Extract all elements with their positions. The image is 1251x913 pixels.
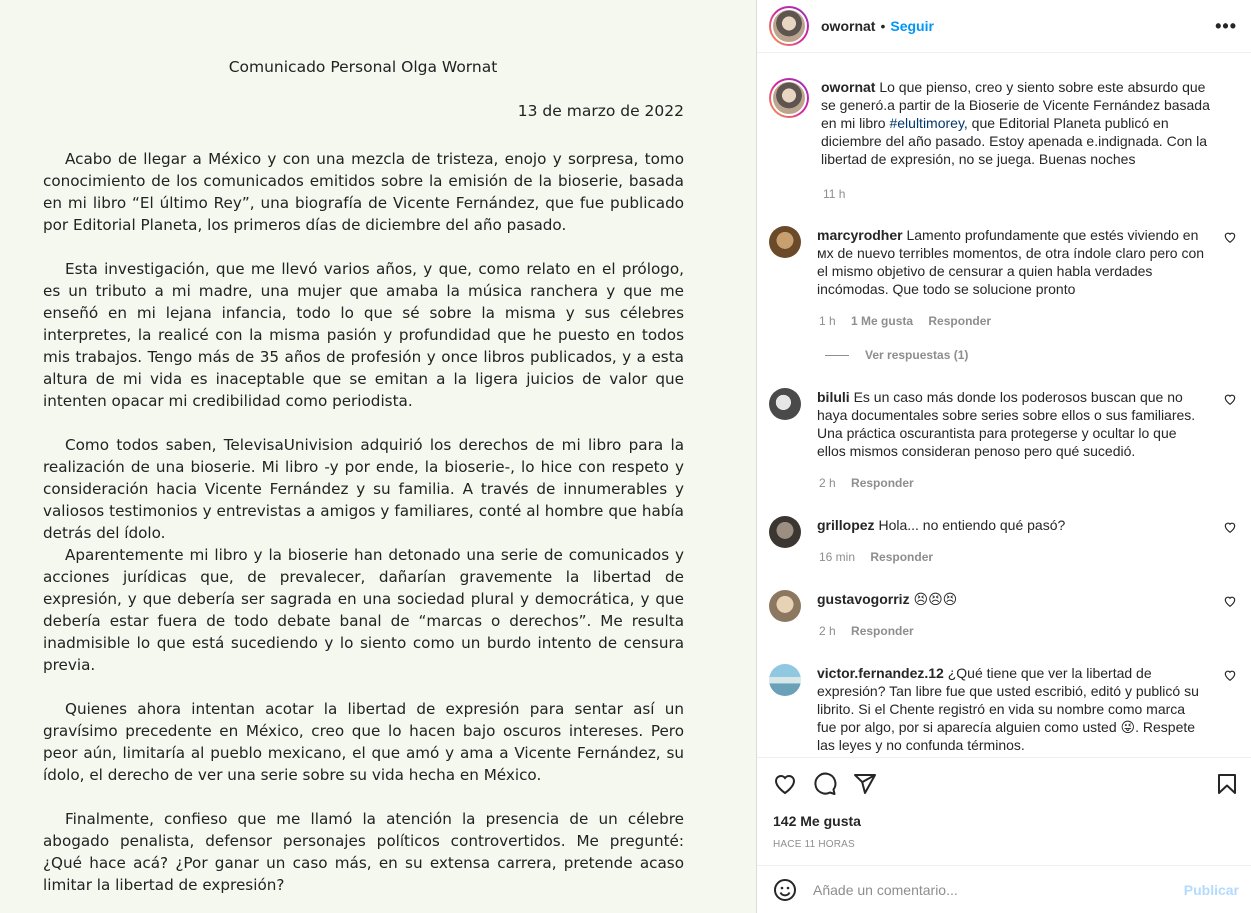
comment-text: ¿Qué tiene que ver la libertad de expresión? Tan libre fue que usted escribió, editó y publicó su librito. Si el Chente registró en vida su nombre como marca fue por algo, por si aparecía alguien como usted 😜. Respete las leyes y no confunda términos. [817,665,1199,753]
caption-text: Lo que pienso, creo y siento sobre este absurdo que se generó.a partir de la Bioserie de Vicente Fernández basada en mi libro [821,79,1210,131]
comment-username[interactable]: gustavogorriz [817,591,910,607]
comment-username[interactable]: biluli [817,389,850,405]
comment-meta [819,314,1003,328]
comment-text: Es un caso más donde los poderosos buscan que no haya documentales sobre series sobre ellos o sus familiares. Una práctica oscurantista para protegerse y ocultar lo que ellos mismos consideran penoso pero qué sucedió. [817,389,1196,459]
view-replies-label: Ver respuestas (1) [865,348,969,362]
comment-meta [819,624,926,638]
document-paragraph: Aparentemente mi libro y la bioserie han detonado una serie de comunicados y acciones jurídicas que, de prevalecer, dañarían gravemente la libertad de expresión, y que debería ser sagrada en una sociedad plural y democrática, y que debería estar fuera de todo debate banal de “marcas o derechos”. Me resulta inadmisible lo que está sucediendo y lo siento como un burdo intento de censura previa. [43,546,684,674]
post-timestamp: HACE 11 HORAS [773,839,855,850]
like-heart-icon[interactable] [773,772,797,796]
caption-meta [823,187,857,201]
list-item [769,388,1237,460]
separator-dot: • [880,18,886,34]
comment-text: Hola... no entiendo qué pasó? [878,517,1066,533]
caption-text: , que Editorial Planeta publicó en diciembre del año pasado. Estoy apenada e.indignada. Con la libertad de expresión, no se juega. Buenas noches [821,115,1208,167]
comment-text: Lamento profundamente que estés viviendo en ᴍx de nuevo terribles momentos, de otra índole claro pero con el mismo objetivo de censurar a quien habla verdades incómodas. Que todo se solucione pronto [817,227,1205,297]
avatar[interactable] [769,516,801,548]
comment-time: 1 h [819,314,836,328]
comment-likes[interactable]: 1 Me gusta [851,314,914,328]
document-paragraph: Esta investigación, que me llevó varios años, y que, como relato en el prólogo, es un tributo a mi madre, una mujer que amaba la música ranchera y que me enseñó en mi lejana infancia, todo lo que sé sobre la misma y sus célebres interpretes, la realicé con la misma pasión y profundidad que he puesto en todos mis trabajos. Tengo más de 35 años de profesión y once libros publicados, y a esta altura de mi vida es inaceptable que se emitan a la ligera juicios de valor que intenten opacar mi credibilidad como periodista. [43,260,684,410]
comment-meta [819,550,945,564]
avatar[interactable] [769,590,801,622]
comment-text: 😣😣😣 [913,591,958,607]
post-sidebar [756,0,1251,913]
heart-icon[interactable] [1223,668,1237,682]
comment-time: 2 h [819,624,836,638]
caption-time: 11 h [823,187,846,201]
add-comment-bar [757,865,1251,913]
likes-count[interactable]: 142 Me gusta [773,813,861,829]
document-body [43,148,684,896]
reply-button[interactable]: Responder [870,550,934,564]
heart-icon[interactable] [1223,392,1237,406]
document-title: Comunicado Personal Olga Wornat [228,58,498,76]
heart-icon[interactable] [1223,230,1237,244]
comment-input[interactable]: Añade un comentario... [813,881,958,898]
heart-icon[interactable] [1223,520,1237,534]
view-replies-button[interactable] [825,348,968,362]
comment-time: 16 min [819,550,856,564]
list-item [769,664,1237,754]
caption-username[interactable]: owornat [821,79,876,95]
document-paragraph: Acabo de llegar a México y con una mezcla de tristeza, enojo y sorpresa, tomo conocimiento de los comunicados emitidos sobre la emisión de la bioserie, basada en mi libro “El último Rey”, una biografía de Vicente Fernández, que fue publicado por Editorial Planeta, los primeros días de diciembre del año pasado. [43,150,684,234]
post-comment-button[interactable]: Publicar [1183,881,1239,898]
reply-button[interactable]: Responder [851,624,914,638]
reply-button[interactable]: Responder [851,476,914,490]
document-paragraph: Como todos saben, TelevisaUnivision adquirió los derechos de mi libro para la realización de una bioserie. Mi libro -y por ende, la bioserie-, lo hice con respeto y consideración hacia Vicente Fernández y su familia. A través de innumerables y valiosos testimonios y entrevistas a amigos y familiares, conté al hombre que había detrás del ídolo. [43,436,684,542]
comment-username[interactable]: marcyrodher [817,227,903,243]
avatar[interactable] [769,78,809,118]
header-username[interactable]: owornat [821,18,876,34]
post-actions [757,757,1251,865]
post-header [757,0,1251,53]
avatar[interactable] [769,388,801,420]
avatar[interactable] [769,226,801,258]
caption [769,78,1237,168]
comment-username[interactable]: grillopez [817,517,875,533]
document-paragraph: Quienes ahora intentan acotar la libertad de expresión para sentar así un gravísimo precedente en México, creo que lo hacen bajo oscuros intereses. Pero peor aún, limitaría al pueblo mexicano, el que amó y ama a Vicente Fernández, su ídolo, el derecho de ver una serie sobre su vida hecha en México. [43,700,684,784]
comment-time: 2 h [819,476,836,490]
more-options-icon[interactable]: ••• [1215,15,1237,36]
comment-meta [819,476,926,490]
comments-list [757,68,1251,756]
follow-button[interactable]: Seguir [890,18,934,34]
document-paragraph: Finalmente, confieso que me llamó la atención la presencia de un célebre abogado penalista, defensor personajes políticos controvertidos. Me pregunté: ¿Qué hace acá? ¿Por ganar un caso más, en su extensa carrera, pretende acaso limitar la libertad de expresión? [43,810,684,894]
comment-username[interactable]: victor.fernandez.12 [817,665,944,681]
bookmark-icon[interactable] [1215,772,1239,796]
divider [825,355,849,356]
avatar[interactable] [769,664,801,696]
document-date: 13 de marzo de 2022 [517,102,684,120]
comment-icon[interactable] [813,772,837,796]
emoji-icon[interactable] [773,878,797,902]
reply-button[interactable]: Responder [928,314,992,328]
heart-icon[interactable] [1223,594,1237,608]
share-icon[interactable] [853,772,877,796]
avatar[interactable] [769,6,809,46]
list-item [769,226,1237,298]
hashtag-link[interactable]: #elultimorey [889,115,964,131]
list-item [769,516,1237,548]
list-item [769,590,1237,622]
